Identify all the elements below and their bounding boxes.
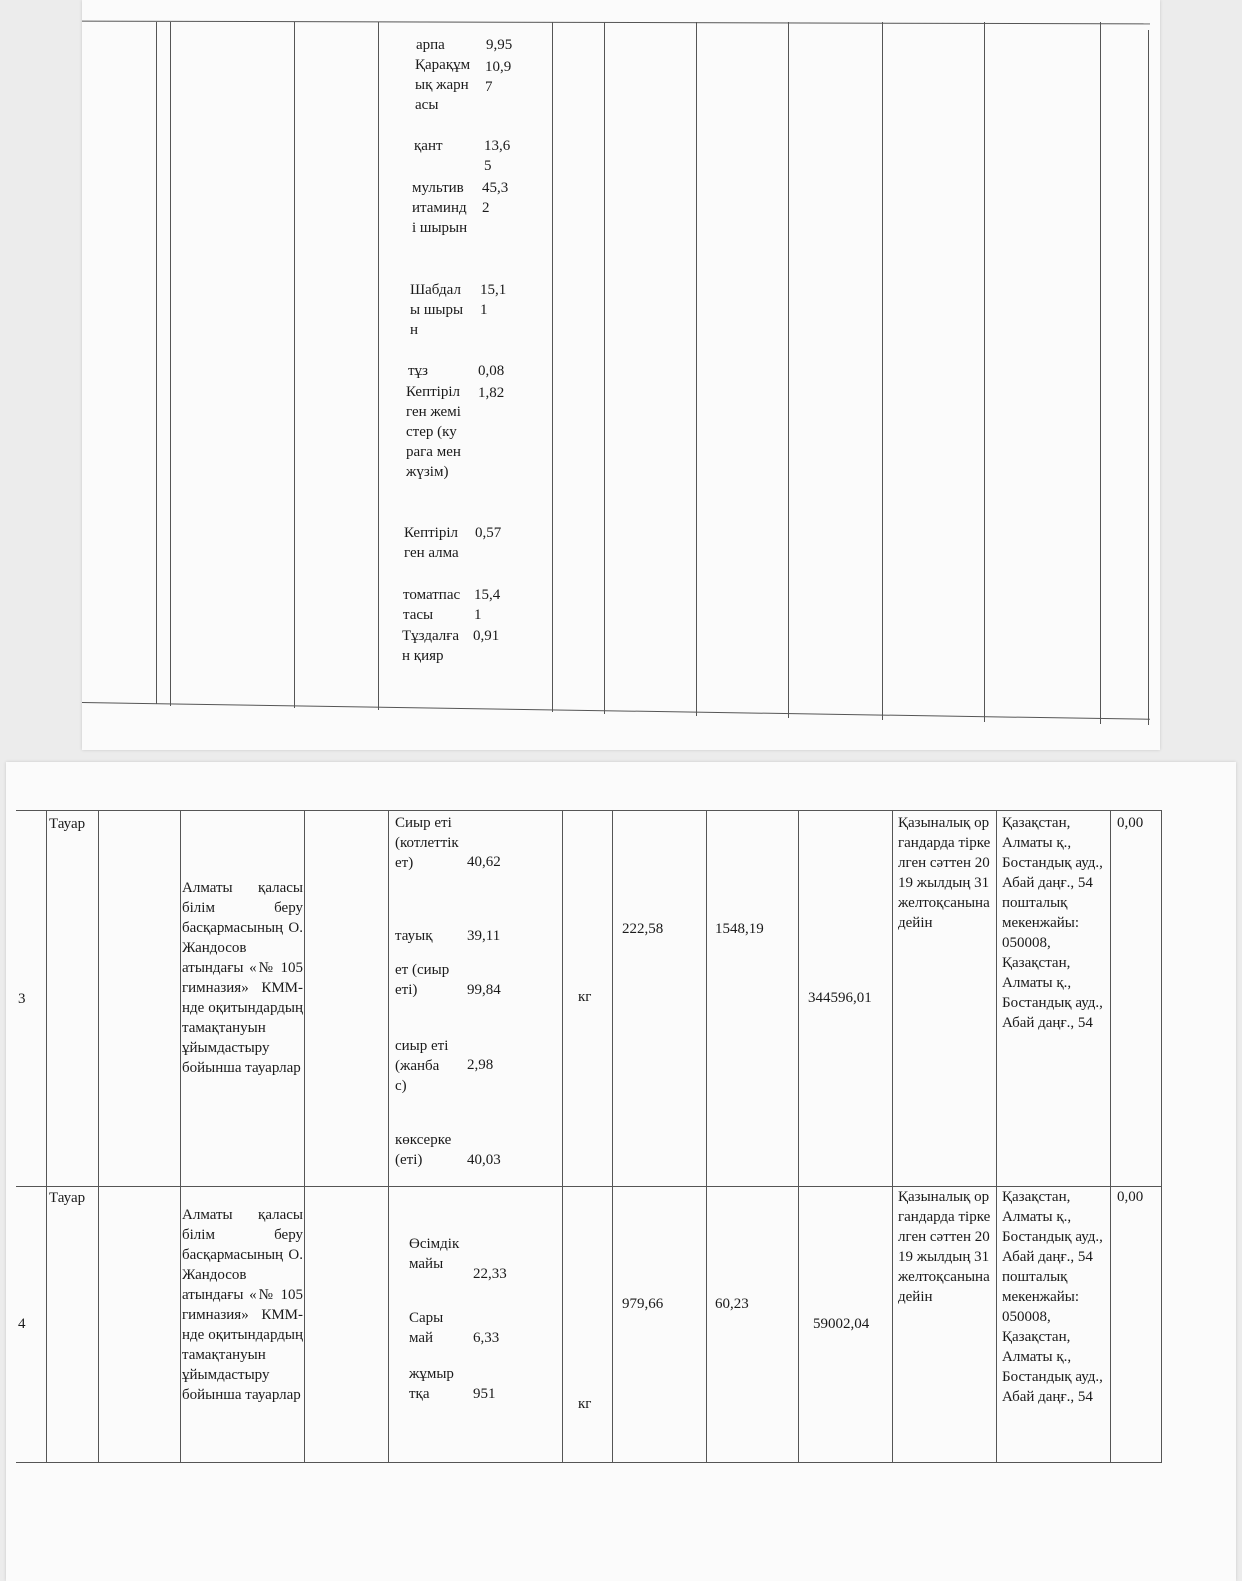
column-divider <box>388 810 389 1462</box>
item-value: 9,95 <box>486 37 513 53</box>
item-value: 39,11 <box>467 928 501 944</box>
column-divider <box>156 22 157 704</box>
row-number: 4 <box>18 1316 26 1332</box>
unit-price: 1548,19 <box>715 921 764 937</box>
item-value: 951 <box>473 1386 496 1402</box>
row-type: Тауар <box>49 816 86 832</box>
delivery-address: Қазақстан, Алматы қ., Бостандық ауд., Абай даңғ., 54 пошталық мекенжайы: 050008, Қазақстан, Алматы қ., Бостандық ауд., Абай даңғ., 54 <box>1002 1189 1103 1405</box>
item-value: 2,98 <box>467 1057 494 1073</box>
item-value: 40,03 <box>467 1152 501 1168</box>
column-divider <box>892 810 893 1462</box>
quantity: 979,66 <box>622 1296 664 1312</box>
column-divider <box>46 810 47 1462</box>
item-name: ет (сиыр еті) <box>395 962 450 998</box>
item-name: жұмыртқа <box>409 1366 454 1402</box>
column-divider <box>996 810 997 1462</box>
item-name: тауық <box>395 928 433 944</box>
unit: кг <box>578 989 592 1005</box>
column-divider <box>1110 810 1111 1462</box>
column-divider <box>378 22 379 710</box>
column-divider <box>696 22 697 716</box>
column-divider <box>552 22 553 712</box>
delivery-address: Қазақстан, Алматы қ., Бостандық ауд., Абай даңғ., 54 пошталық мекенжайы: 050008, Қазақстан, Алматы қ., Бостандық ауд., Абай даңғ., 54 <box>1002 815 1103 1031</box>
item-name: сиыр еті (жанбас) <box>395 1038 449 1094</box>
item-name: Кептірілген жемістер (курага мен жүзім) <box>406 384 461 480</box>
row-type: Тауар <box>49 1190 86 1206</box>
table-bottom-border <box>16 1462 1162 1463</box>
column-divider <box>612 810 613 1462</box>
column-divider <box>180 810 181 1462</box>
item-name: көксерке (еті) <box>395 1132 452 1168</box>
item-value: 1,82 <box>478 385 505 401</box>
total-sum: 59002,04 <box>813 1316 870 1332</box>
column-divider <box>882 22 883 720</box>
advance-payment: 0,00 <box>1117 1189 1144 1205</box>
item-name: Тұздалған қияр <box>402 628 460 664</box>
item-name: мультивитаминді шырын <box>412 180 468 236</box>
row-description: Алматы қаласы білім беру басқармасының О. Жандосов атындағы «№ 105 гимназия» КММ-нде оқитындардың тамақтануын ұйымдастыру бойынша тауарлар <box>182 1207 303 1403</box>
row-description: Алматы қаласы білім беру басқармасының О. Жандосов атындағы «№ 105 гимназия» КММ-нде оқитындардың тамақтануын ұйымдастыру бойынша тауарлар <box>182 880 303 1076</box>
item-name: Өсімдік майы <box>409 1236 460 1272</box>
column-divider <box>98 810 99 1462</box>
item-value: 15,11 <box>480 282 507 318</box>
column-divider <box>294 22 295 708</box>
column-divider <box>170 22 171 706</box>
item-name: тұз <box>408 363 428 379</box>
delivery-term: Қазыналық органдарда тіркелген сәттен 2019 жылдың 31 желтоқсанына дейін <box>898 1189 991 1305</box>
document-page-2 <box>6 762 1236 1581</box>
item-name: томатпастасы <box>403 587 461 623</box>
item-value: 45,32 <box>482 180 509 216</box>
item-name: Шабдалы шырын <box>410 282 464 338</box>
column-divider <box>798 810 799 1462</box>
total-sum: 344596,01 <box>808 990 872 1006</box>
item-name: Сиыр еті (котлеттік ет) <box>395 815 459 871</box>
unit: кг <box>578 1396 592 1412</box>
item-name: арпа <box>416 37 445 53</box>
item-value: 0,08 <box>478 363 505 379</box>
table-bottom-border <box>82 702 1150 720</box>
row-number: 3 <box>18 991 26 1007</box>
advance-payment: 0,00 <box>1117 815 1144 831</box>
item-value: 99,84 <box>467 982 501 998</box>
column-divider <box>1161 810 1162 1462</box>
item-name: Сары май <box>409 1310 444 1346</box>
item-name: Қарақұмық жарнасы <box>415 57 471 113</box>
column-divider <box>984 22 985 722</box>
column-divider <box>706 810 707 1462</box>
table-top-border <box>16 810 1162 811</box>
column-divider <box>1148 30 1149 725</box>
column-divider <box>788 22 789 718</box>
item-name: Кептірілген алма <box>404 525 459 561</box>
delivery-term: Қазыналық органдарда тіркелген сәттен 2019 жылдың 31 желтоқсанына дейін <box>898 815 991 931</box>
column-divider <box>604 22 605 714</box>
item-value: 6,33 <box>473 1330 500 1346</box>
column-divider <box>1100 22 1101 724</box>
item-value: 15,41 <box>474 587 501 623</box>
item-value: 10,97 <box>485 59 512 95</box>
item-value: 0,91 <box>473 628 500 644</box>
document-page-1 <box>82 0 1160 750</box>
quantity: 222,58 <box>622 921 664 937</box>
item-value: 13,65 <box>484 138 511 174</box>
column-divider <box>304 810 305 1462</box>
item-value: 0,57 <box>475 525 502 541</box>
item-value: 22,33 <box>473 1266 507 1282</box>
item-value: 40,62 <box>467 854 501 870</box>
unit-price: 60,23 <box>715 1296 749 1312</box>
table-top-border <box>82 21 1150 25</box>
item-name: қант <box>414 138 443 154</box>
column-divider <box>562 810 563 1462</box>
